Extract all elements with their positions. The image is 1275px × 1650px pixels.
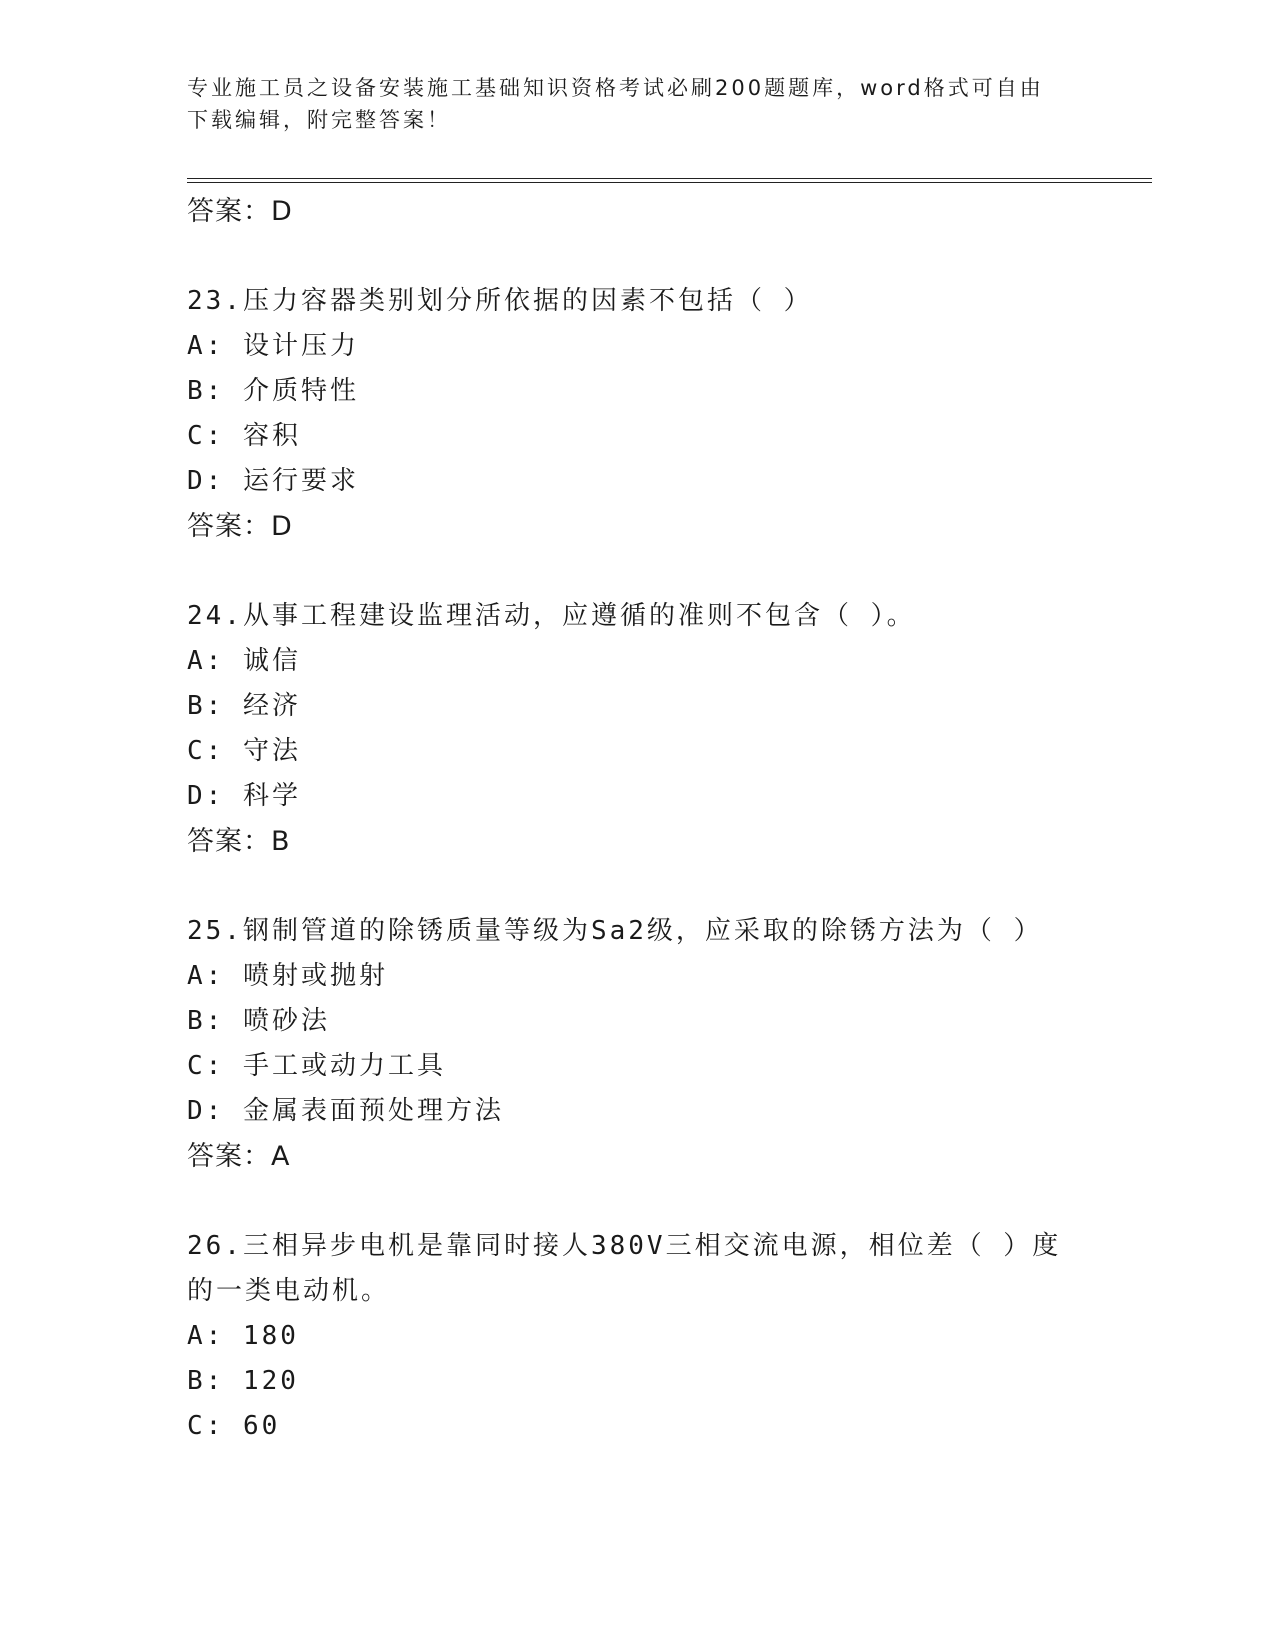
header-divider-top <box>187 178 1152 179</box>
option-c: C: 容积 <box>187 421 301 451</box>
option-a: A: 180 <box>187 1321 299 1351</box>
option-d: D: 科学 <box>187 781 301 811</box>
answer-label: 答案：D <box>187 511 293 542</box>
question-23 <box>187 279 1147 549</box>
question-list <box>187 189 1147 1449</box>
question-26 <box>187 1224 1147 1449</box>
option-a: A: 诚信 <box>187 646 301 676</box>
question-text: 26.三相异步电机是靠同时接人380V三相交流电源，相位差（ ）度的一类电动机。 <box>187 1231 1062 1306</box>
question-text: 23.压力容器类别划分所依据的因素不包括（ ） <box>187 286 813 316</box>
question-text: 24.从事工程建设监理活动，应遵循的准则不包含（ ）。 <box>187 601 916 631</box>
header-line-2: 下载编辑，附完整答案！ <box>187 108 451 132</box>
option-b: B: 120 <box>187 1366 299 1396</box>
option-b: B: 喷砂法 <box>187 1006 330 1036</box>
answer-label: 答案：D <box>187 196 293 227</box>
option-d: D: 金属表面预处理方法 <box>187 1096 504 1126</box>
option-c: C: 守法 <box>187 736 301 766</box>
question-24 <box>187 594 1147 864</box>
question-text: 25.钢制管道的除锈质量等级为Sa2级，应采取的除锈方法为（ ） <box>187 916 1043 946</box>
question-25 <box>187 909 1147 1179</box>
header-line-1: 专业施工员之设备安装施工基础知识资格考试必刷200题题库，word格式可自由 <box>187 76 1044 100</box>
option-a: A: 喷射或抛射 <box>187 961 388 991</box>
option-a: A: 设计压力 <box>187 331 359 361</box>
option-c: C: 手工或动力工具 <box>187 1051 446 1081</box>
option-c: C: 60 <box>187 1411 281 1441</box>
option-b: B: 经济 <box>187 691 301 721</box>
document-header <box>187 72 1067 136</box>
answer-label: 答案：A <box>187 1141 291 1172</box>
answer-label: 答案：B <box>187 826 291 857</box>
option-b: B: 介质特性 <box>187 376 359 406</box>
option-d: D: 运行要求 <box>187 466 359 496</box>
header-divider-bottom <box>187 182 1152 183</box>
